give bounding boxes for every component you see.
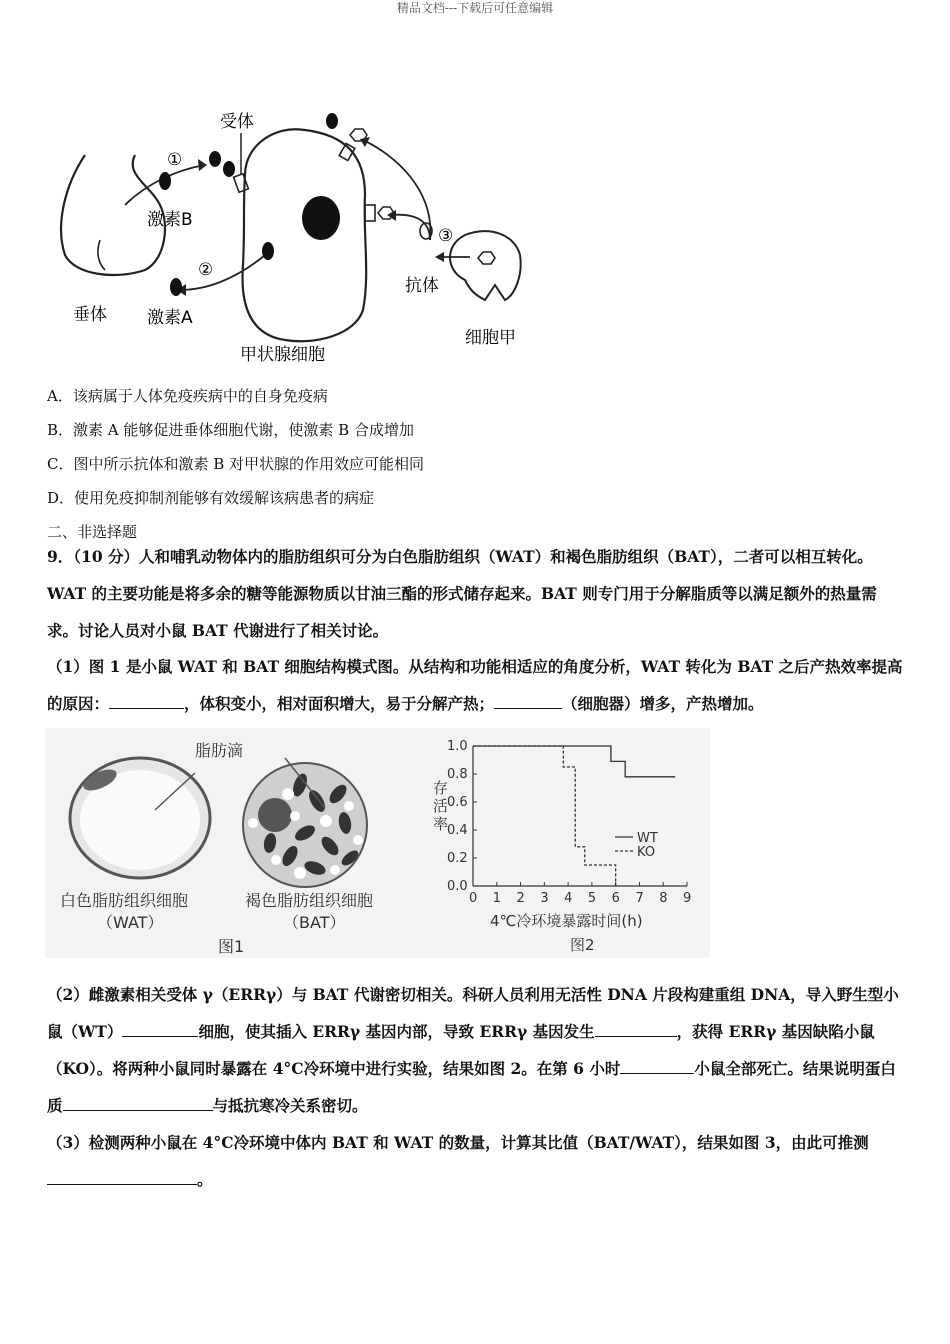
chart-x-tick-label: 7: [635, 891, 644, 906]
chart-x-tick-label: 3: [540, 891, 549, 906]
figure-1: [45, 728, 425, 958]
label-cell-jia: 细胞甲: [465, 328, 516, 348]
q9-p1-c: （细胞器）增多，产热增加。: [562, 694, 764, 713]
label-hormone-b: 激素B: [147, 210, 193, 230]
q9-part1: [47, 648, 907, 722]
q9-part2: [47, 976, 907, 1124]
section-title: 二、非选择题: [47, 523, 138, 541]
chart-caption: 图2: [570, 936, 595, 954]
q9-p1-a: （1）图 1 是小鼠 WAT 和 BAT 细胞结构模式图。从结构和功能相适应的角度分析，WAT 转化为 BAT 之后产热效率提高的原因：: [47, 657, 903, 713]
chart-x-tick-label: 9: [683, 891, 692, 906]
q9-p3-a: （3）检测两种小鼠在 4°C冷环境中体内 BAT 和 WAT 的数量，计算其比值（BAT/WAT），结果如图 3，由此可推测: [47, 1133, 869, 1152]
chart-ylabel-1: 存: [433, 779, 449, 797]
arrow-pit: [98, 240, 105, 270]
chart-y-tick-label: 0.6: [447, 795, 468, 810]
label-antibody: 抗体: [405, 276, 439, 296]
antibody-on-cell-jia: [478, 252, 495, 264]
answer-blank-2[interactable]: [494, 693, 562, 710]
q9-p1-b: ，体积变小，相对面积增大，易于分解产热；: [184, 694, 495, 713]
chart-x-tick-label: 5: [587, 891, 597, 906]
answer-blank-1[interactable]: [109, 693, 184, 710]
option-a: A．该病属于人体免疫疾病中的自身免疫病: [47, 387, 328, 405]
label-pituitary: 垂体: [73, 305, 107, 325]
option-c: C．图中所示抗体和激素 B 对甲状腺的作用效应可能相同: [47, 455, 425, 473]
q9-part3: [47, 1124, 907, 1198]
chart-y-tick-label: 0.0: [447, 879, 468, 894]
chart-x-tick-label: 0: [469, 891, 478, 906]
q9-p3-b: 。: [197, 1170, 213, 1189]
answer-blank-7[interactable]: [47, 1169, 197, 1186]
chart-y-tick-label: 0.2: [447, 851, 468, 866]
nucleus: [302, 196, 340, 240]
answer-blank-4[interactable]: [595, 1021, 677, 1038]
q9-p2-a: （2）雌激素相关受体 γ（ERRγ）与 BAT 代谢密切相关。科研人员利用无活性 DNA 片段构建重组 DNA，导入野生型小鼠（WT）: [47, 985, 899, 1041]
label-step1: ①: [167, 150, 183, 170]
chart-ylabel-2: 活: [433, 797, 449, 815]
chart-y-tick-label: 0.8: [447, 767, 468, 782]
legend-wt-label: WT: [637, 831, 658, 846]
page-header: 精品文档---下载后可任意编辑: [396, 1, 554, 15]
chart-x-tick-label: 4: [564, 891, 573, 906]
chart-xlabel: 4℃冷环境暴露时间(h): [490, 912, 643, 930]
fig1-bat-label: 褐色脂肪组织细胞: [245, 891, 374, 910]
series-wt-line: [473, 746, 675, 777]
fig1-wat-abbr: （WAT）: [97, 913, 164, 932]
series-ko-line: [473, 746, 616, 886]
q9-p2-e: 与抵抗寒冷关系密切。: [212, 1096, 368, 1115]
arrow-antibody-up: [363, 140, 430, 240]
chart-y-tick-label: 0.4: [447, 823, 468, 838]
chart-x-tick-label: 6: [611, 891, 620, 906]
label-thyroid: 甲状腺细胞: [240, 345, 325, 365]
chart-x-tick-label: 2: [516, 891, 525, 906]
answer-blank-3[interactable]: [122, 1021, 198, 1038]
thyroid-diagram: [45, 95, 545, 375]
label-step2: ②: [198, 260, 214, 280]
q9-p2-d: 小鼠全部死亡。结果说明蛋白质: [47, 1059, 896, 1115]
q9-p2-b: 细胞，使其插入 ERRγ 基因内部，导致 ERRγ 基因发生: [198, 1022, 595, 1041]
fig1-wat-label: 白色脂肪组织细胞: [60, 891, 189, 910]
label-step3: ③: [438, 226, 454, 246]
label-receptor: 受体: [220, 112, 254, 132]
fig1-bat-abbr: （BAT）: [283, 913, 346, 932]
chart-y-tick-label: 1.0: [447, 739, 468, 754]
chart-x-tick-label: 8: [659, 891, 668, 906]
q9-p2-c: ，获得 ERRγ 基因缺陷小鼠（KO）。将两种小鼠同时暴露在 4°C冷环境中进行实验，结果如图 2。在第 6 小时: [47, 1022, 875, 1078]
figure-2-chart: [425, 728, 710, 958]
bat-nucleus: [258, 798, 292, 832]
fig1-caption: 图1: [218, 937, 245, 956]
answer-blank-5[interactable]: [620, 1058, 694, 1075]
label-hormone-a: 激素A: [147, 308, 193, 328]
cell-jia-shape: [450, 231, 521, 300]
fig1-droplet-label: 脂肪滴: [195, 741, 244, 760]
chart-x-tick-label: 1: [492, 891, 502, 906]
legend-ko-label: KO: [637, 845, 656, 860]
arrow-2: [180, 255, 265, 290]
q9-intro: 9．（10 分）人和哺乳动物体内的脂肪组织可分为白色脂肪组织（WAT）和褐色脂肪组织（BAT），二者可以相互转化。WAT 的主要功能是将多余的糖等能源物质以甘油三酯的形式储存起来。BAT 则专门用于分解脂质等以满足额外的热量需求。讨论人员对小鼠 BAT 代谢进行了相关讨论。: [47, 547, 877, 640]
option-d: D．使用免疫抑制剂能够有效缓解该病患者的病症: [47, 489, 375, 507]
option-b: B．激素 A 能够促进垂体细胞代谢，使激素 B 合成增加: [47, 421, 414, 439]
chart-ylabel-3: 率: [433, 815, 449, 833]
answer-blank-6[interactable]: [63, 1095, 213, 1112]
